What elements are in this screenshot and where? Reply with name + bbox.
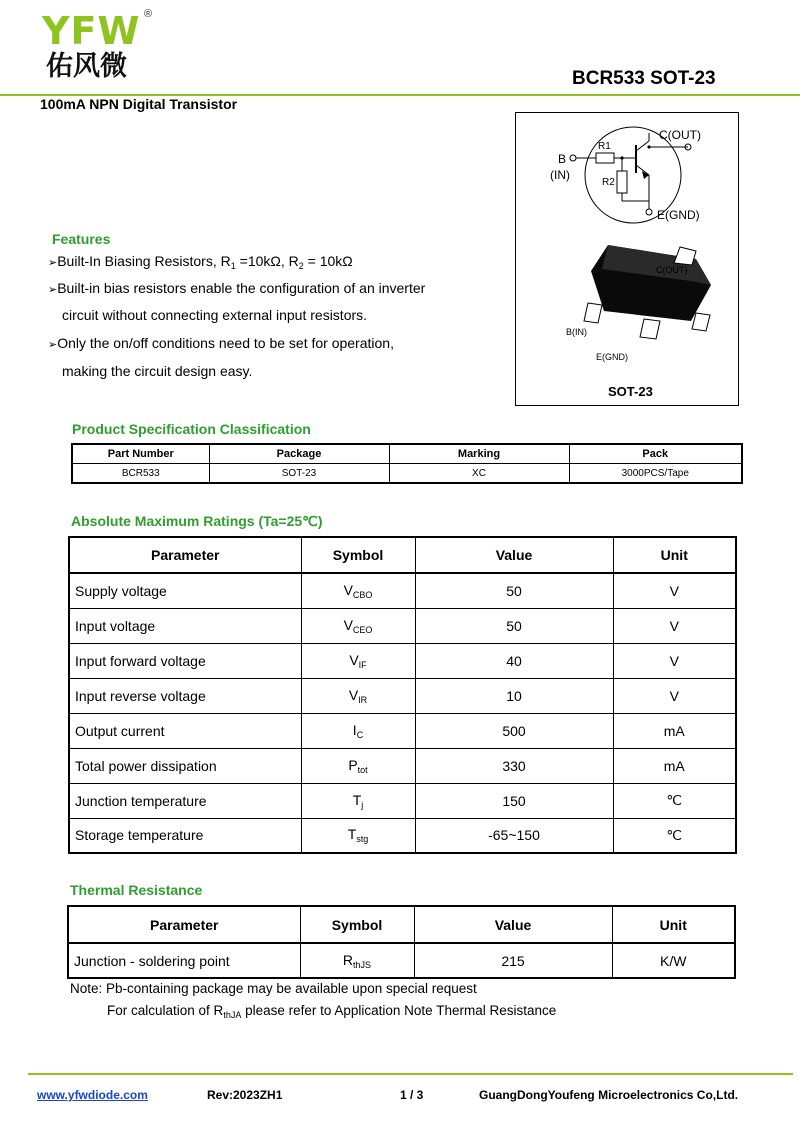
symbol-cell: $R_{thJS}$	[300, 943, 414, 978]
param-cell: Output current	[69, 713, 301, 748]
feature-item: ➢Only the on/off conditions need to be set for operation,	[48, 335, 394, 351]
table-header-row	[68, 906, 735, 943]
symbol-cell: $I_C$	[301, 713, 415, 748]
column-header: Parameter	[68, 906, 300, 943]
sot23-package-drawing	[584, 245, 711, 339]
unit-cell: K/W	[612, 943, 735, 978]
spec-heading: Product Specification Classification	[72, 421, 311, 437]
revision-label: Rev:2023ZH1	[207, 1088, 283, 1102]
unit-cell: V	[613, 678, 736, 713]
unit-cell: V	[613, 643, 736, 678]
table-row	[69, 713, 736, 748]
website-link[interactable]: www.yfwdiode.com	[37, 1088, 148, 1102]
table-header-row	[72, 444, 742, 464]
param-cell: Junction - soldering point	[68, 943, 300, 978]
pin-label-b: B(IN)	[566, 327, 587, 337]
arrow-bullet-icon: ➢	[48, 284, 58, 296]
value-cell: 10	[415, 678, 613, 713]
param-cell: Input forward voltage	[69, 643, 301, 678]
column-header: Pack	[569, 444, 742, 464]
value-cell: 330	[415, 748, 613, 783]
company-name: GuangDongYoufeng Microelectronics Co,Ltd.	[479, 1088, 739, 1102]
unit-cell: ℃	[613, 818, 736, 853]
column-header: Marking	[389, 444, 569, 464]
ratings-table	[68, 536, 737, 854]
unit-cell: V	[613, 608, 736, 643]
table-row	[69, 573, 736, 608]
brand-chinese-name: 佑风微	[46, 51, 127, 82]
symbol-cell: $V_{CBO}$	[301, 573, 415, 608]
symbol-cell: $V_{CEO}$	[301, 608, 415, 643]
value-cell: 50	[415, 573, 613, 608]
table-header-row	[69, 537, 736, 573]
arrow-bullet-icon: ➢	[48, 339, 58, 351]
column-header: Part Number	[72, 444, 209, 464]
param-cell: Storage temperature	[69, 818, 301, 853]
schematic-label-r1: R1	[598, 141, 611, 152]
brand-logo: YFW	[42, 9, 141, 53]
table-cell: BCR533	[72, 464, 209, 484]
thermal-table	[67, 905, 736, 979]
table-row	[69, 748, 736, 783]
note-line: For calculation of $R_{thJA}$ please refer to Application Note Thermal Resistance	[107, 1003, 557, 1020]
part-title: BCR533 SOT-23	[572, 68, 716, 89]
schematic-label-r2: R2	[602, 177, 615, 188]
note-line: Note: Pb-containing package may be available upon special request	[70, 981, 477, 996]
spec-table	[71, 443, 743, 484]
table-row	[69, 783, 736, 818]
column-header: Package	[209, 444, 389, 464]
schematic-label-b: B	[558, 152, 567, 166]
feature-item: ➢Built-in bias resistors enable the configuration of an inverter	[48, 280, 426, 296]
package-figure-box	[515, 112, 739, 406]
column-header: Unit	[612, 906, 735, 943]
page-number: 1 / 3	[400, 1088, 424, 1102]
column-header: Value	[414, 906, 612, 943]
unit-cell: ℃	[613, 783, 736, 818]
features-heading: Features	[52, 231, 111, 247]
table-cell: 3000PCS/Tape	[569, 464, 742, 484]
column-header: Symbol	[300, 906, 414, 943]
registered-mark: ®	[144, 8, 153, 20]
column-header: Unit	[613, 537, 736, 573]
pin-label-e: E(GND)	[596, 352, 628, 362]
schematic-label-b-in: (IN)	[550, 168, 570, 182]
symbol-cell: $V_{IF}$	[301, 643, 415, 678]
symbol-cell: $P_{tot}$	[301, 748, 415, 783]
value-cell: 500	[415, 713, 613, 748]
value-cell: 50	[415, 608, 613, 643]
table-row	[72, 464, 742, 484]
package-diagram	[516, 113, 738, 405]
table-row	[68, 943, 735, 978]
arrow-bullet-icon: ➢	[48, 257, 58, 269]
param-cell: Junction temperature	[69, 783, 301, 818]
table-row	[69, 678, 736, 713]
unit-cell: V	[613, 573, 736, 608]
param-cell: Input reverse voltage	[69, 678, 301, 713]
value-cell: 40	[415, 643, 613, 678]
symbol-cell: $V_{IR}$	[301, 678, 415, 713]
value-cell: 215	[414, 943, 612, 978]
table-cell: SOT-23	[209, 464, 389, 484]
value-cell: -65~150	[415, 818, 613, 853]
symbol-cell: $T_j$	[301, 783, 415, 818]
pin-label-c: C(OUT)	[656, 265, 688, 275]
thermal-heading: Thermal Resistance	[70, 882, 203, 898]
param-cell: Input voltage	[69, 608, 301, 643]
column-header: Value	[415, 537, 613, 573]
schematic-label-c: C(OUT)	[659, 128, 701, 142]
feature-item: ➢Built-In Biasing Resistors, $R_1 =10k\Omega$, $R_2 = 10k\Omega$	[48, 253, 353, 271]
value-cell: 150	[415, 783, 613, 818]
table-row	[69, 818, 736, 853]
column-header: Parameter	[69, 537, 301, 573]
table-row	[69, 643, 736, 678]
unit-cell: mA	[613, 713, 736, 748]
feature-item-continuation: making the circuit design easy.	[62, 363, 253, 379]
document-subtitle: 100mA NPN Digital Transistor	[40, 96, 238, 112]
symbol-cell: $T_{stg}$	[301, 818, 415, 853]
table-cell: XC	[389, 464, 569, 484]
param-cell: Total power dissipation	[69, 748, 301, 783]
package-caption: SOT-23	[608, 384, 653, 399]
ratings-heading: Absolute Maximum Ratings (Ta=25℃)	[71, 513, 323, 529]
schematic-label-e: E(GND)	[657, 208, 700, 222]
footer-rule	[28, 1073, 793, 1075]
param-cell: Supply voltage	[69, 573, 301, 608]
column-header: Symbol	[301, 537, 415, 573]
unit-cell: mA	[613, 748, 736, 783]
feature-item-continuation: circuit without connecting external input resistors.	[62, 307, 368, 323]
table-row	[69, 608, 736, 643]
